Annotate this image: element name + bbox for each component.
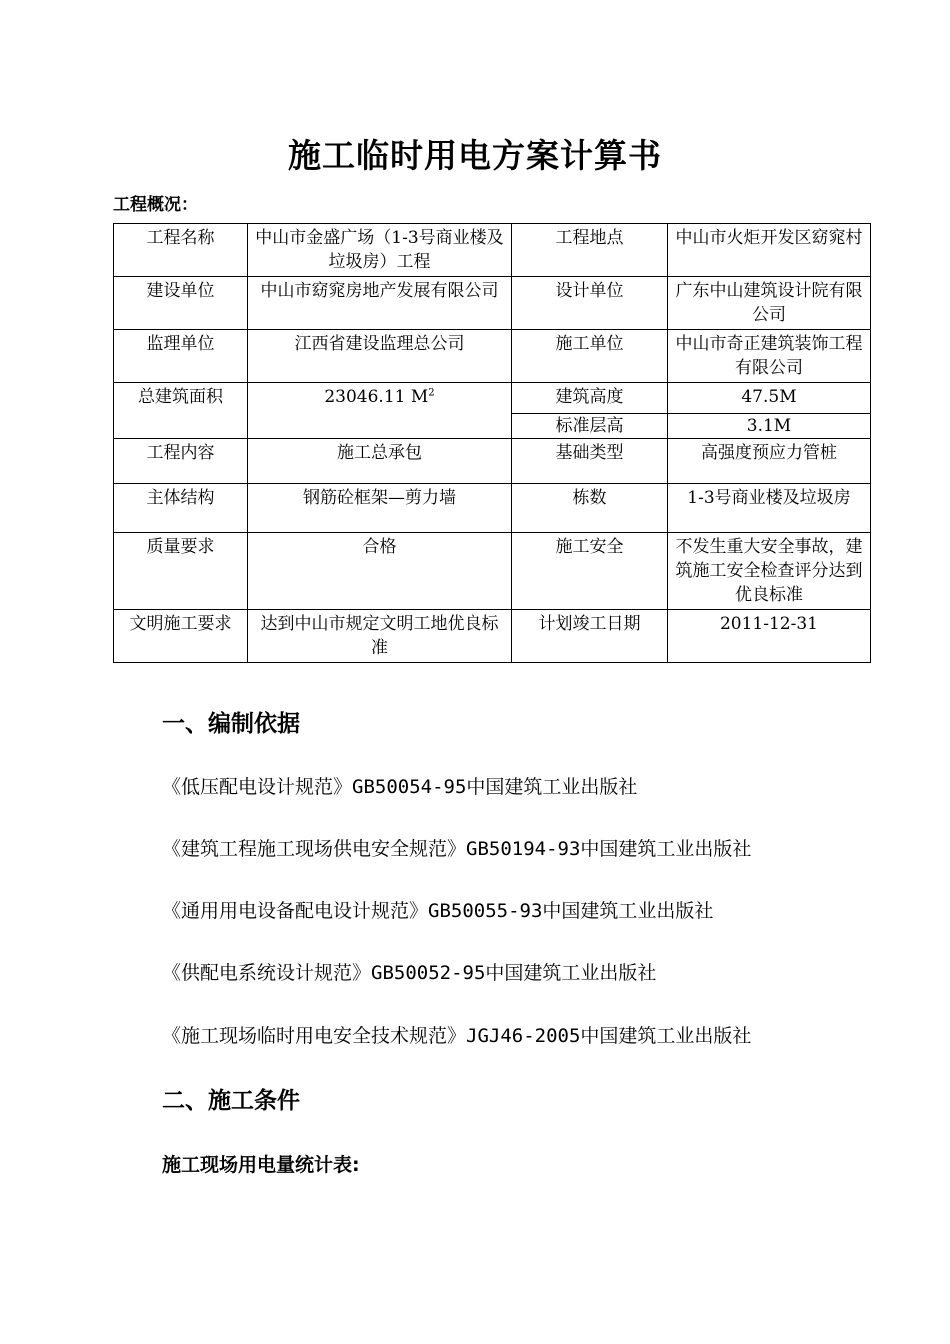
reference-item: 《低压配电设计规范》GB50054-95中国建筑工业出版社 xyxy=(162,776,638,798)
cell-label: 建筑高度 xyxy=(512,383,668,414)
reference-item: 《施工现场临时用电安全技术规范》JGJ46-2005中国建筑工业出版社 xyxy=(162,1025,752,1047)
cell-value: 江西省建设监理总公司 xyxy=(248,330,512,383)
cell-value: 3.1M xyxy=(668,414,871,439)
cell-label: 建设单位 xyxy=(114,277,248,330)
table-row xyxy=(114,224,871,277)
page-title: 施工临时用电方案计算书 xyxy=(288,136,662,175)
table-row xyxy=(114,277,871,330)
table-row xyxy=(114,533,871,610)
subheading-power-table: 施工现场用电量统计表: xyxy=(162,1154,360,1176)
table-row xyxy=(114,484,871,533)
section-heading-basis: 一、编制依据 xyxy=(162,711,300,737)
cell-value: 1-3号商业楼及垃圾房 xyxy=(668,484,871,533)
cell-value xyxy=(248,383,512,439)
cell-value: 钢筋砼框架—剪力墙 xyxy=(248,484,512,533)
cell-label: 监理单位 xyxy=(114,330,248,383)
cell-label: 工程内容 xyxy=(114,439,248,484)
cell-value: 中山市奇正建筑装饰工程有限公司 xyxy=(668,330,871,383)
cell-label: 施工安全 xyxy=(512,533,668,610)
cell-label: 文明施工要求 xyxy=(114,610,248,663)
cell-label: 主体结构 xyxy=(114,484,248,533)
cell-value: 合格 xyxy=(248,533,512,610)
cell-value: 广东中山建筑设计院有限公司 xyxy=(668,277,871,330)
cell-label: 基础类型 xyxy=(512,439,668,484)
cell-label: 总建筑面积 xyxy=(114,383,248,439)
table-row xyxy=(114,439,871,484)
table-row xyxy=(114,383,871,414)
reference-item: 《建筑工程施工现场供电安全规范》GB50194-93中国建筑工业出版社 xyxy=(162,838,752,860)
cell-label: 质量要求 xyxy=(114,533,248,610)
table-row xyxy=(114,610,871,663)
project-overview-table xyxy=(113,223,871,663)
cell-value: 中山市火炬开发区窈窕村 xyxy=(668,224,871,277)
area-unit-superscript: 2 xyxy=(428,387,435,399)
reference-item: 《供配电系统设计规范》GB50052-95中国建筑工业出版社 xyxy=(162,962,657,984)
cell-value: 不发生重大安全事故，建筑施工安全检查评分达到优良标准 xyxy=(668,533,871,610)
cell-value: 施工总承包 xyxy=(248,439,512,484)
cell-label: 工程名称 xyxy=(114,224,248,277)
cell-value: 2011-12-31 xyxy=(668,610,871,663)
cell-value: 47.5M xyxy=(668,383,871,414)
cell-value: 高强度预应力管桩 xyxy=(668,439,871,484)
area-value: 23046.11 M xyxy=(324,387,429,407)
cell-label: 设计单位 xyxy=(512,277,668,330)
cell-label: 施工单位 xyxy=(512,330,668,383)
reference-item: 《通用用电设备配电设计规范》GB50055-93中国建筑工业出版社 xyxy=(162,900,714,922)
table-row xyxy=(114,330,871,383)
overview-label: 工程概况： xyxy=(113,195,198,215)
cell-label: 栋数 xyxy=(512,484,668,533)
cell-label: 标准层高 xyxy=(512,414,668,439)
cell-value: 达到中山市规定文明工地优良标准 xyxy=(248,610,512,663)
cell-value: 中山市窈窕房地产发展有限公司 xyxy=(248,277,512,330)
cell-value: 中山市金盛广场（1-3号商业楼及垃圾房）工程 xyxy=(248,224,512,277)
cell-label: 工程地点 xyxy=(512,224,668,277)
cell-label: 计划竣工日期 xyxy=(512,610,668,663)
section-heading-conditions: 二、施工条件 xyxy=(162,1088,300,1114)
